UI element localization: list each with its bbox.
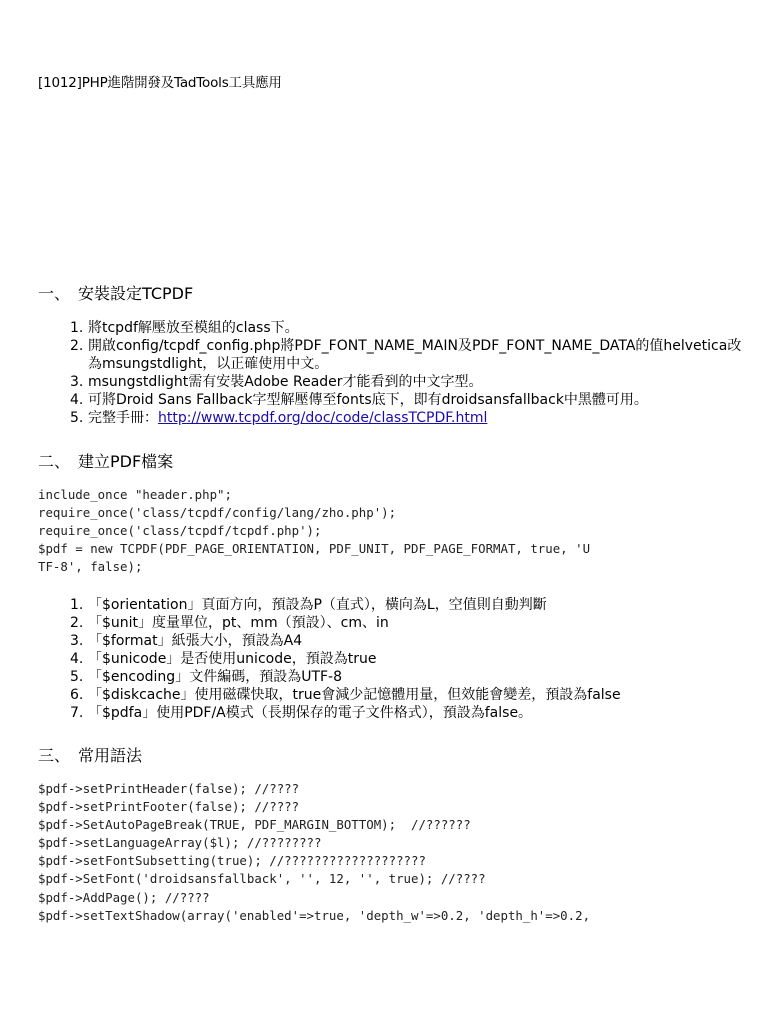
- code-line: require_once('class/tcpdf/config/lang/zho.php');: [38, 505, 397, 521]
- list-item: 1. 將tcpdf解壓放至模組的class下。: [70, 320, 299, 336]
- code-line: $pdf->setTextShadow(array('enabled'=>true, 'depth_w'=>0.2, 'depth_h'=>0.2,: [38, 907, 591, 923]
- section-2-number: 二、: [38, 452, 71, 471]
- section-1-number: 一、: [38, 284, 71, 303]
- section-2-heading: [38, 449, 173, 472]
- code-block-create-pdf: [38, 486, 590, 576]
- code-line: $pdf->setFontSubsetting(true); //???????????????????: [38, 853, 426, 869]
- list-item: 4. 可將Droid Sans Fallback字型解壓傳至fonts底下，即有droidsansfallback中黑體可用。: [70, 392, 648, 408]
- list-item: 3. msungstdlight需有安裝Adobe Reader才能看到的中文字型。: [70, 374, 483, 390]
- code-line: require_once('class/tcpdf/tcpdf.php');: [38, 523, 322, 539]
- manual-label: 完整手冊：: [88, 410, 158, 426]
- list-item: 2. 開啟config/tcpdf_config.php將PDF_FONT_NAME_MAIN及PDF_FONT_NAME_DATA的值helvetica改為msungstdlight，以正確使用中文。: [70, 338, 742, 372]
- list-item: 2. 「$unit」度量單位，pt、mm（預設）、cm、in: [70, 615, 389, 631]
- code-line: $pdf->SetFont('droidsansfallback', '', 12, '', true); //????: [38, 871, 486, 887]
- code-line: $pdf->setPrintHeader(false); //????: [38, 781, 300, 796]
- section-1-heading: [38, 281, 193, 304]
- list-item: 7. 「$pdfa」使用PDF/A模式（長期保存的電子文件格式），預設為false。: [70, 705, 533, 721]
- list-item: 1. 「$orientation」頁面方向，預設為P（直式），橫向為L，空值則自動判斷: [70, 597, 547, 613]
- code-line: $pdf->setLanguageArray($l); //????????: [38, 835, 322, 851]
- list-item: 4. 「$unicode」是否使用unicode，預設為true: [70, 651, 377, 667]
- document-title: [1012]PHP進階開發及TadTools工具應用: [38, 75, 282, 91]
- code-line: TF-8', false);: [38, 559, 143, 575]
- list-item: 5. 完整手冊：http://www.tcpdf.org/doc/code/classTCPDF.html: [70, 410, 488, 426]
- section-3-number: 三、: [38, 746, 71, 765]
- code-line: $pdf->SetAutoPageBreak(TRUE, PDF_MARGIN_BOTTOM); //??????: [38, 817, 471, 833]
- section-3-heading: [38, 743, 142, 766]
- code-line: $pdf->setPrintFooter(false); //????: [38, 799, 300, 815]
- tcpdf-manual-link[interactable]: http://www.tcpdf.org/doc/code/classTCPDF.html: [158, 410, 488, 426]
- list-item: 3. 「$format」紙張大小，預設為A4: [70, 633, 303, 649]
- section-2-title: 建立PDF檔案: [78, 452, 174, 471]
- section-2-list: [70, 596, 750, 722]
- code-line: $pdf = new TCPDF(PDF_PAGE_ORIENTATION, PDF_UNIT, PDF_PAGE_FORMAT, true, 'U: [38, 541, 591, 557]
- code-block-common-syntax: [38, 780, 590, 925]
- code-line: $pdf->AddPage(); //????: [38, 889, 210, 905]
- list-item: 6. 「$diskcache」使用磁碟快取，true會減少記憶體用量，但效能會變差，預設為false: [70, 687, 621, 703]
- section-3-title: 常用語法: [78, 746, 143, 765]
- list-item: 5. 「$encoding」文件編碼，預設為UTF-8: [70, 669, 343, 685]
- section-1-title: 安裝設定TCPDF: [78, 284, 194, 303]
- code-line: include_once "header.php";: [38, 487, 232, 502]
- section-1-list: [70, 319, 750, 427]
